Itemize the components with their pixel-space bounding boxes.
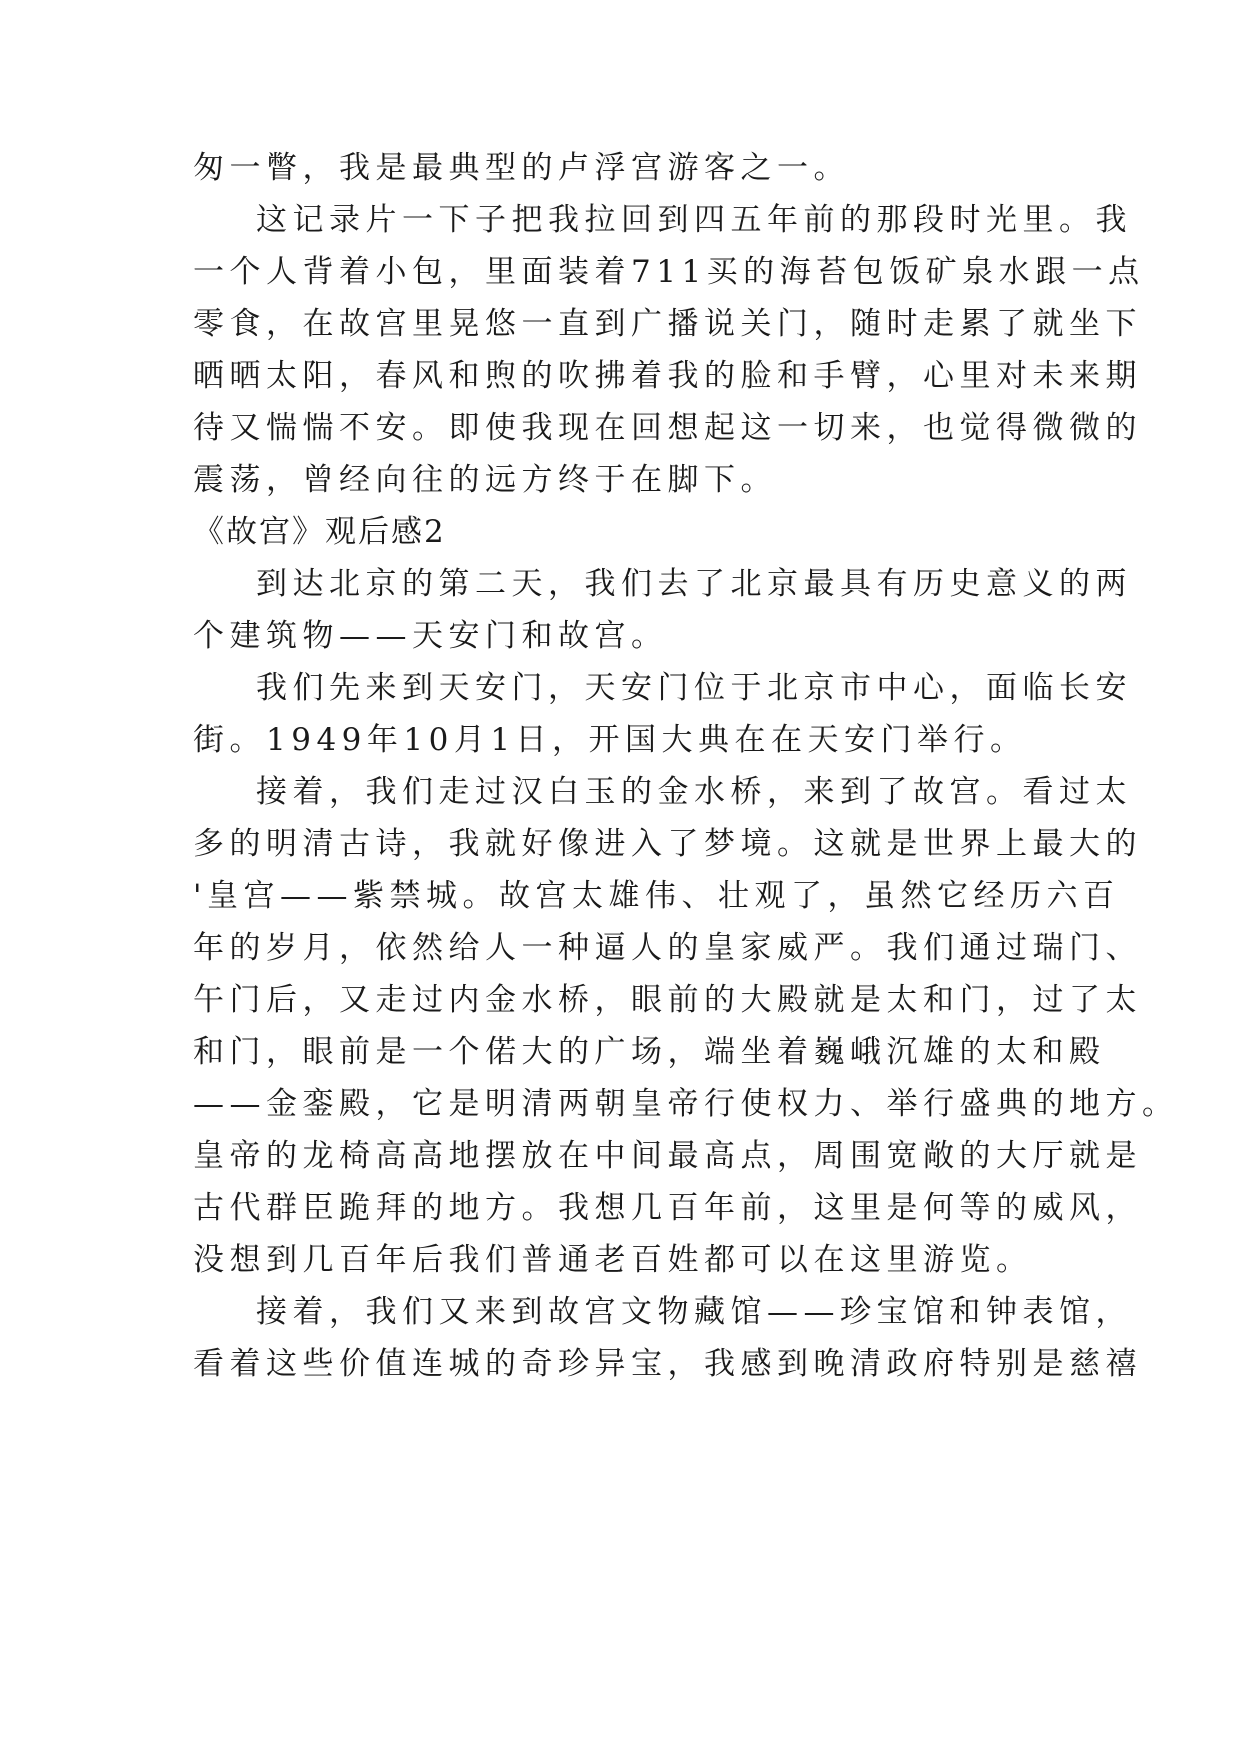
text-line: 我们先来到天安门，天安门位于北京市中心，面临长安 xyxy=(256,670,1132,706)
text-line: 皇帝的龙椅高高地摆放在中间最高点，周围宽敞的大厅就是 xyxy=(193,1138,1142,1174)
text-line: 一个人背着小包，里面装着711买的海苔包饭矿泉水跟一点 xyxy=(193,254,1145,290)
text-line: 匆一瞥，我是最典型的卢浮宫游客之一。 xyxy=(193,150,850,186)
text-line: 多的明清古诗，我就好像进入了梦境。这就是世界上最大的 xyxy=(193,826,1142,862)
text-line: 接着，我们走过汉白玉的金水桥，来到了故宫。看过太 xyxy=(256,774,1132,810)
text-line: 零食，在故宫里晃悠一直到广播说关门，随时走累了就坐下 xyxy=(193,306,1142,342)
text-line: 和门，眼前是一个偌大的广场，端坐着巍峨沉雄的太和殿 xyxy=(193,1034,1106,1070)
text-line: 个建筑物——天安门和故宫。 xyxy=(193,618,668,654)
text-line: 这记录片一下子把我拉回到四五年前的那段时光里。我 xyxy=(256,202,1132,238)
text-line: 古代群臣跪拜的地方。我想几百年前，这里是何等的威风， xyxy=(193,1190,1142,1226)
text-line: 晒晒太阳，春风和煦的吹拂着我的脸和手臂，心里对未来期 xyxy=(193,358,1142,394)
text-line: 震荡，曾经向往的远方终于在脚下。 xyxy=(193,462,777,498)
text-line: '皇宫——紫禁城。故宫太雄伟、壮观了，虽然它经历六百 xyxy=(193,878,1120,914)
text-line: 待又惴惴不安。即使我现在回想起这一切来，也觉得微微的 xyxy=(193,410,1142,446)
section-heading: 《故宫》观后感2 xyxy=(193,514,446,550)
text-line: 没想到几百年后我们普通老百姓都可以在这里游览。 xyxy=(193,1242,1033,1278)
text-line: ——金銮殿，它是明清两朝皇帝行使权力、举行盛典的地方。 xyxy=(193,1086,1179,1122)
text-line: 到达北京的第二天，我们去了北京最具有历史意义的两 xyxy=(256,566,1132,602)
text-line: 接着，我们又来到故宫文物藏馆——珍宝馆和钟表馆， xyxy=(256,1294,1132,1330)
text-line: 年的岁月，依然给人一种逼人的皇家威严。我们通过瑞门、 xyxy=(193,930,1142,966)
text-line: 午门后，又走过内金水桥，眼前的大殿就是太和门，过了太 xyxy=(193,982,1142,1018)
text-line: 街。1949年10月1日，开国大典在在天安门举行。 xyxy=(193,722,1027,758)
text-line: 看着这些价值连城的奇珍异宝，我感到晚清政府特别是慈禧 xyxy=(193,1346,1142,1382)
